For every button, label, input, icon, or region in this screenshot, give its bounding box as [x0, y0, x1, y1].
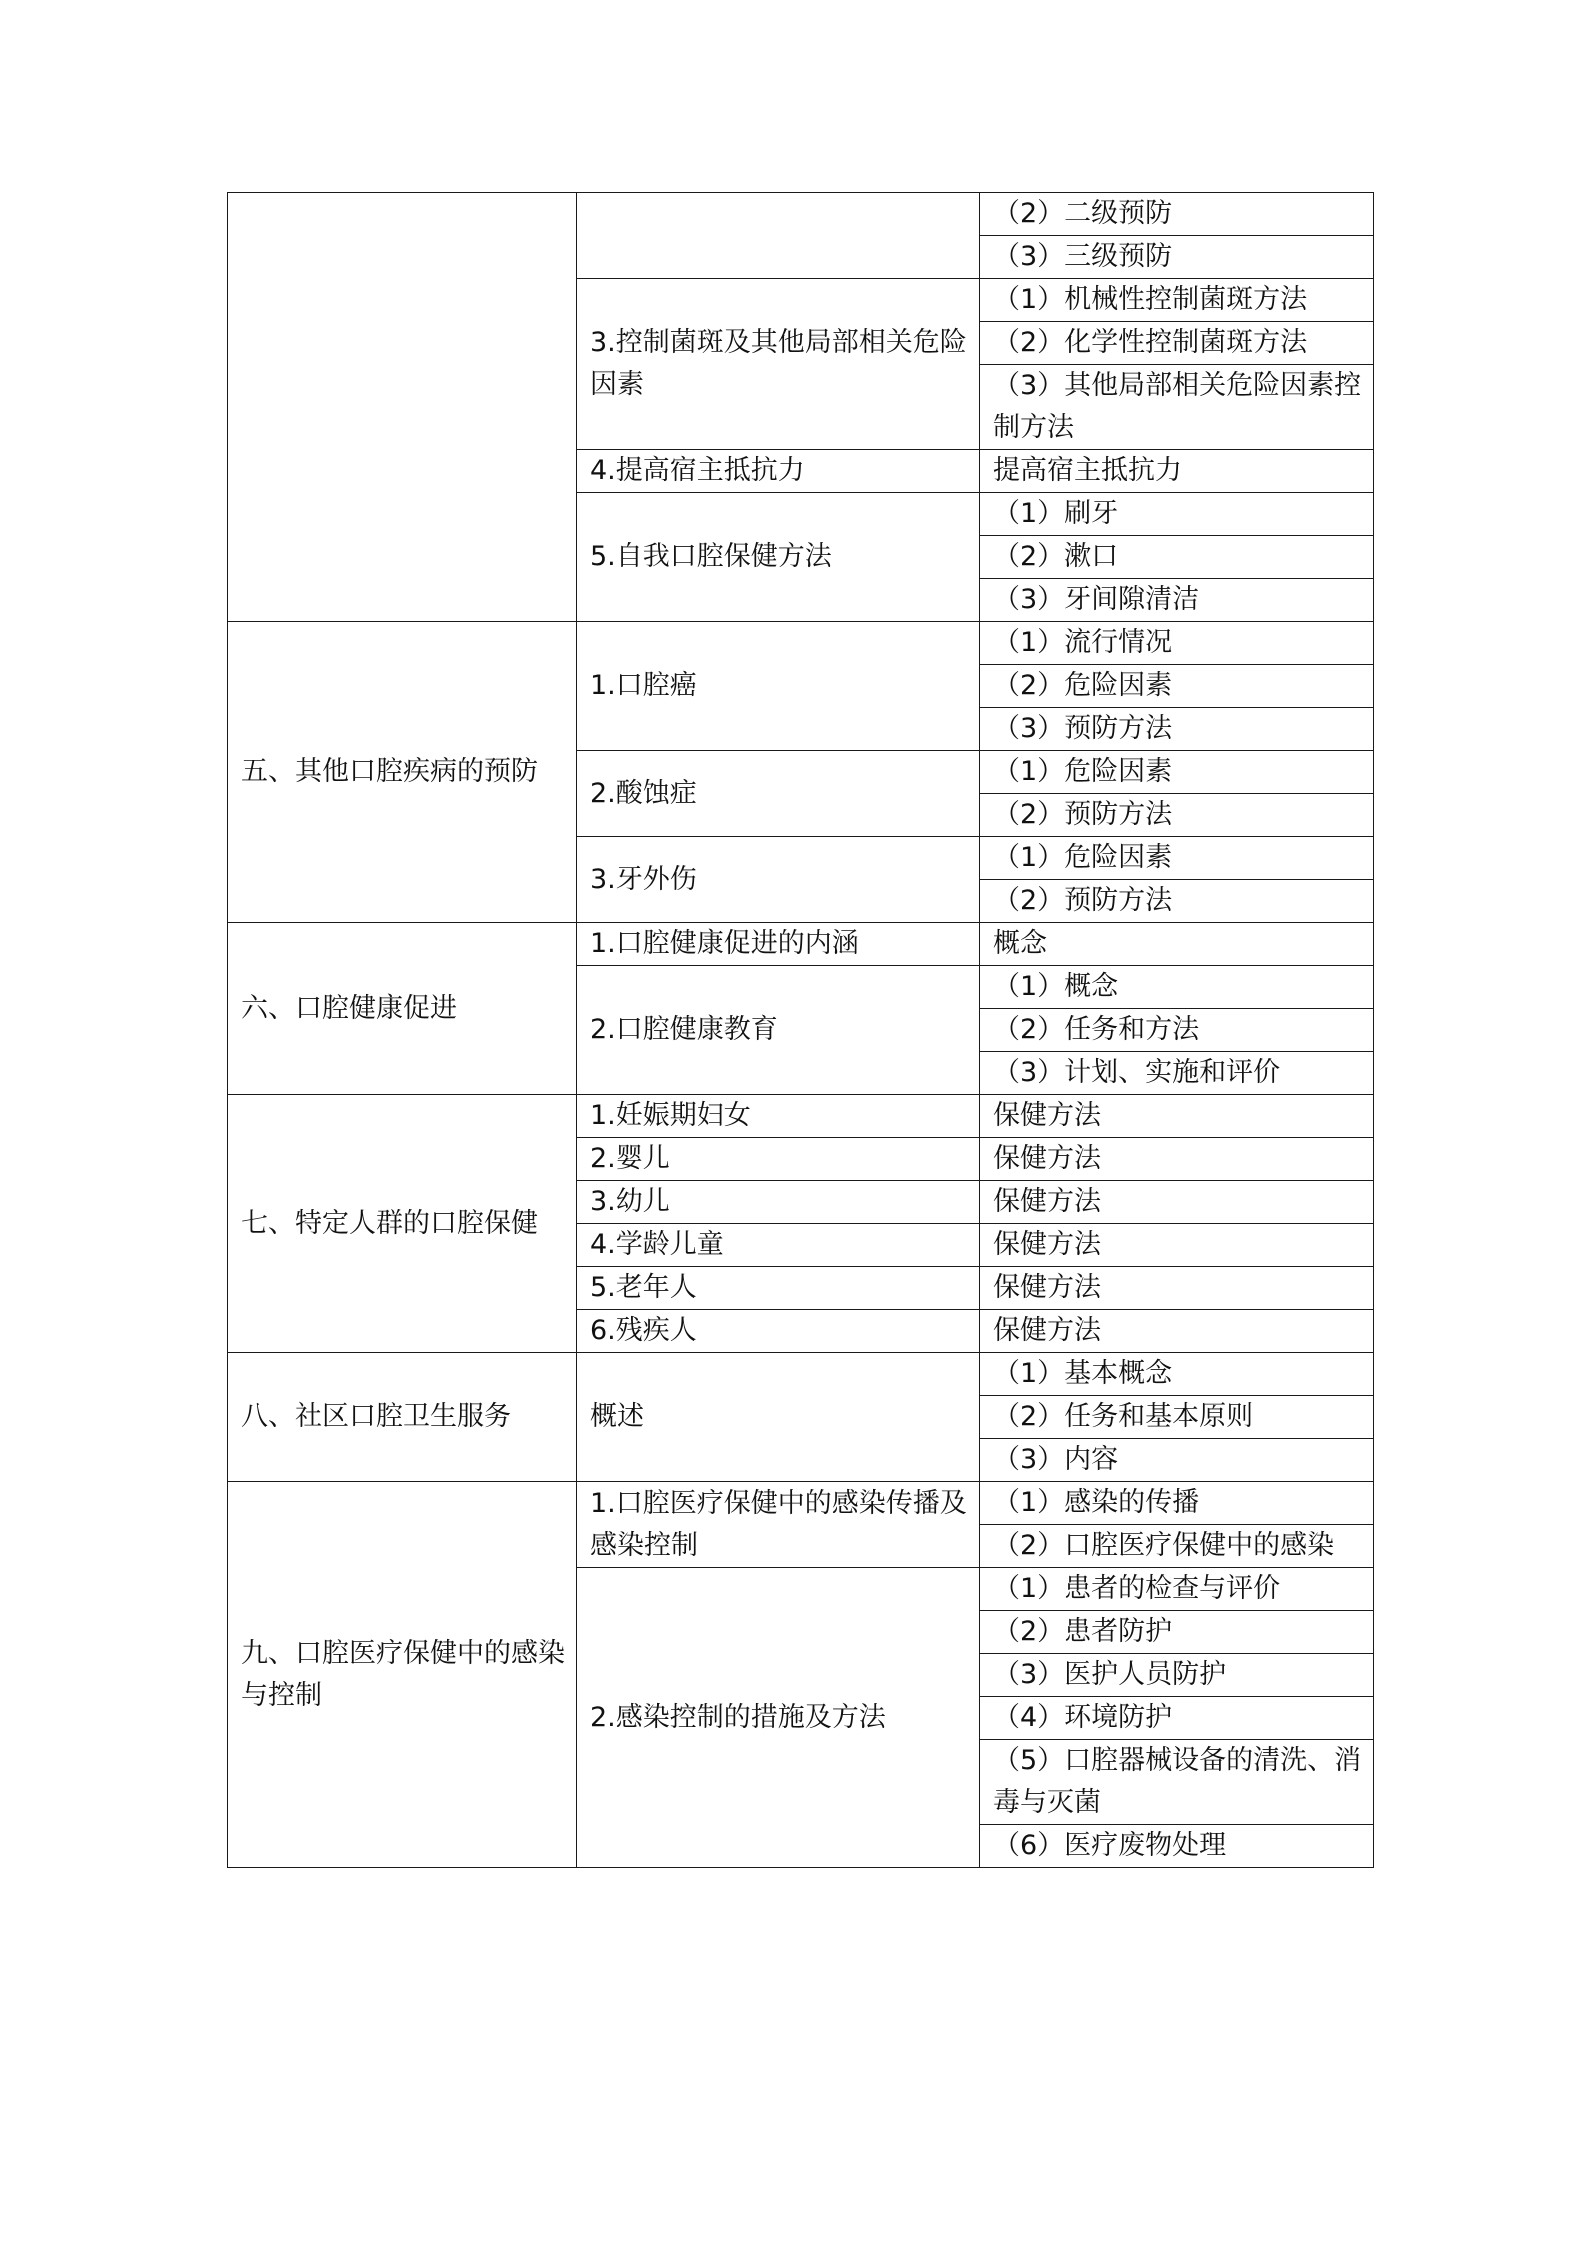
table-row [228, 1095, 1374, 1138]
item-cell: 保健方法 [980, 1267, 1374, 1310]
item-cell: 概念 [980, 923, 1374, 966]
item-cell: （1）危险因素 [980, 837, 1374, 880]
item-cell: （2）二级预防 [980, 193, 1374, 236]
sub-unit-cell: 2.口腔健康教育 [577, 966, 980, 1095]
item-cell: 保健方法 [980, 1138, 1374, 1181]
sub-unit-cell: 5.老年人 [577, 1267, 980, 1310]
item-cell: （6）医疗废物处理 [980, 1825, 1374, 1868]
syllabus-table-body [228, 193, 1374, 1868]
sub-unit-cell: 3.控制菌斑及其他局部相关危险因素 [577, 279, 980, 450]
item-cell: （1）刷牙 [980, 493, 1374, 536]
table-row [228, 1482, 1374, 1525]
sub-unit-cell: 4.学龄儿童 [577, 1224, 980, 1267]
item-cell: （3）预防方法 [980, 708, 1374, 751]
item-cell: （2）任务和基本原则 [980, 1396, 1374, 1439]
sub-unit-cell [577, 193, 980, 279]
unit-title-cell: 六、口腔健康促进 [228, 923, 577, 1095]
unit-title-cell: 五、其他口腔疾病的预防 [228, 622, 577, 923]
sub-unit-cell: 3.牙外伤 [577, 837, 980, 923]
item-cell: （1）概念 [980, 966, 1374, 1009]
item-cell: 提高宿主抵抗力 [980, 450, 1374, 493]
item-cell: （1）基本概念 [980, 1353, 1374, 1396]
item-cell: （1）机械性控制菌斑方法 [980, 279, 1374, 322]
unit-title-cell: 八、社区口腔卫生服务 [228, 1353, 577, 1482]
table-row [228, 622, 1374, 665]
item-cell: （2）患者防护 [980, 1611, 1374, 1654]
sub-unit-cell: 3.幼儿 [577, 1181, 980, 1224]
syllabus-table [227, 192, 1374, 1868]
sub-unit-cell: 2.婴儿 [577, 1138, 980, 1181]
item-cell: （2）漱口 [980, 536, 1374, 579]
item-cell: 保健方法 [980, 1224, 1374, 1267]
sub-unit-cell: 2.酸蚀症 [577, 751, 980, 837]
item-cell: （4）环境防护 [980, 1697, 1374, 1740]
item-cell: 保健方法 [980, 1095, 1374, 1138]
item-cell: 保健方法 [980, 1181, 1374, 1224]
item-cell: （1）患者的检查与评价 [980, 1568, 1374, 1611]
item-cell: （3）医护人员防护 [980, 1654, 1374, 1697]
sub-unit-cell: 2.感染控制的措施及方法 [577, 1568, 980, 1868]
item-cell: （2）口腔医疗保健中的感染 [980, 1525, 1374, 1568]
item-cell: （2）预防方法 [980, 794, 1374, 837]
item-cell: （2）预防方法 [980, 880, 1374, 923]
table-row [228, 1353, 1374, 1396]
item-cell: （3）计划、实施和评价 [980, 1052, 1374, 1095]
item-cell: （3）其他局部相关危险因素控制方法 [980, 365, 1374, 450]
item-cell: （1）危险因素 [980, 751, 1374, 794]
item-cell: （3）内容 [980, 1439, 1374, 1482]
table-row [228, 193, 1374, 236]
unit-title-cell: 九、口腔医疗保健中的感染与控制 [228, 1482, 577, 1868]
item-cell: （3）三级预防 [980, 236, 1374, 279]
item-cell: （1）感染的传播 [980, 1482, 1374, 1525]
item-cell: （1）流行情况 [980, 622, 1374, 665]
sub-unit-cell: 概述 [577, 1353, 980, 1482]
sub-unit-cell: 6.残疾人 [577, 1310, 980, 1353]
unit-title-cell [228, 193, 577, 622]
item-cell: （3）牙间隙清洁 [980, 579, 1374, 622]
item-cell: （2）化学性控制菌斑方法 [980, 322, 1374, 365]
sub-unit-cell: 1.口腔医疗保健中的感染传播及感染控制 [577, 1482, 980, 1568]
item-cell: 保健方法 [980, 1310, 1374, 1353]
sub-unit-cell: 5.自我口腔保健方法 [577, 493, 980, 622]
sub-unit-cell: 4.提高宿主抵抗力 [577, 450, 980, 493]
item-cell: （5）口腔器械设备的清洗、消毒与灭菌 [980, 1740, 1374, 1825]
item-cell: （2）危险因素 [980, 665, 1374, 708]
sub-unit-cell: 1.口腔健康促进的内涵 [577, 923, 980, 966]
sub-unit-cell: 1.口腔癌 [577, 622, 980, 751]
sub-unit-cell: 1.妊娠期妇女 [577, 1095, 980, 1138]
item-cell: （2）任务和方法 [980, 1009, 1374, 1052]
unit-title-cell: 七、特定人群的口腔保健 [228, 1095, 577, 1353]
table-row [228, 923, 1374, 966]
